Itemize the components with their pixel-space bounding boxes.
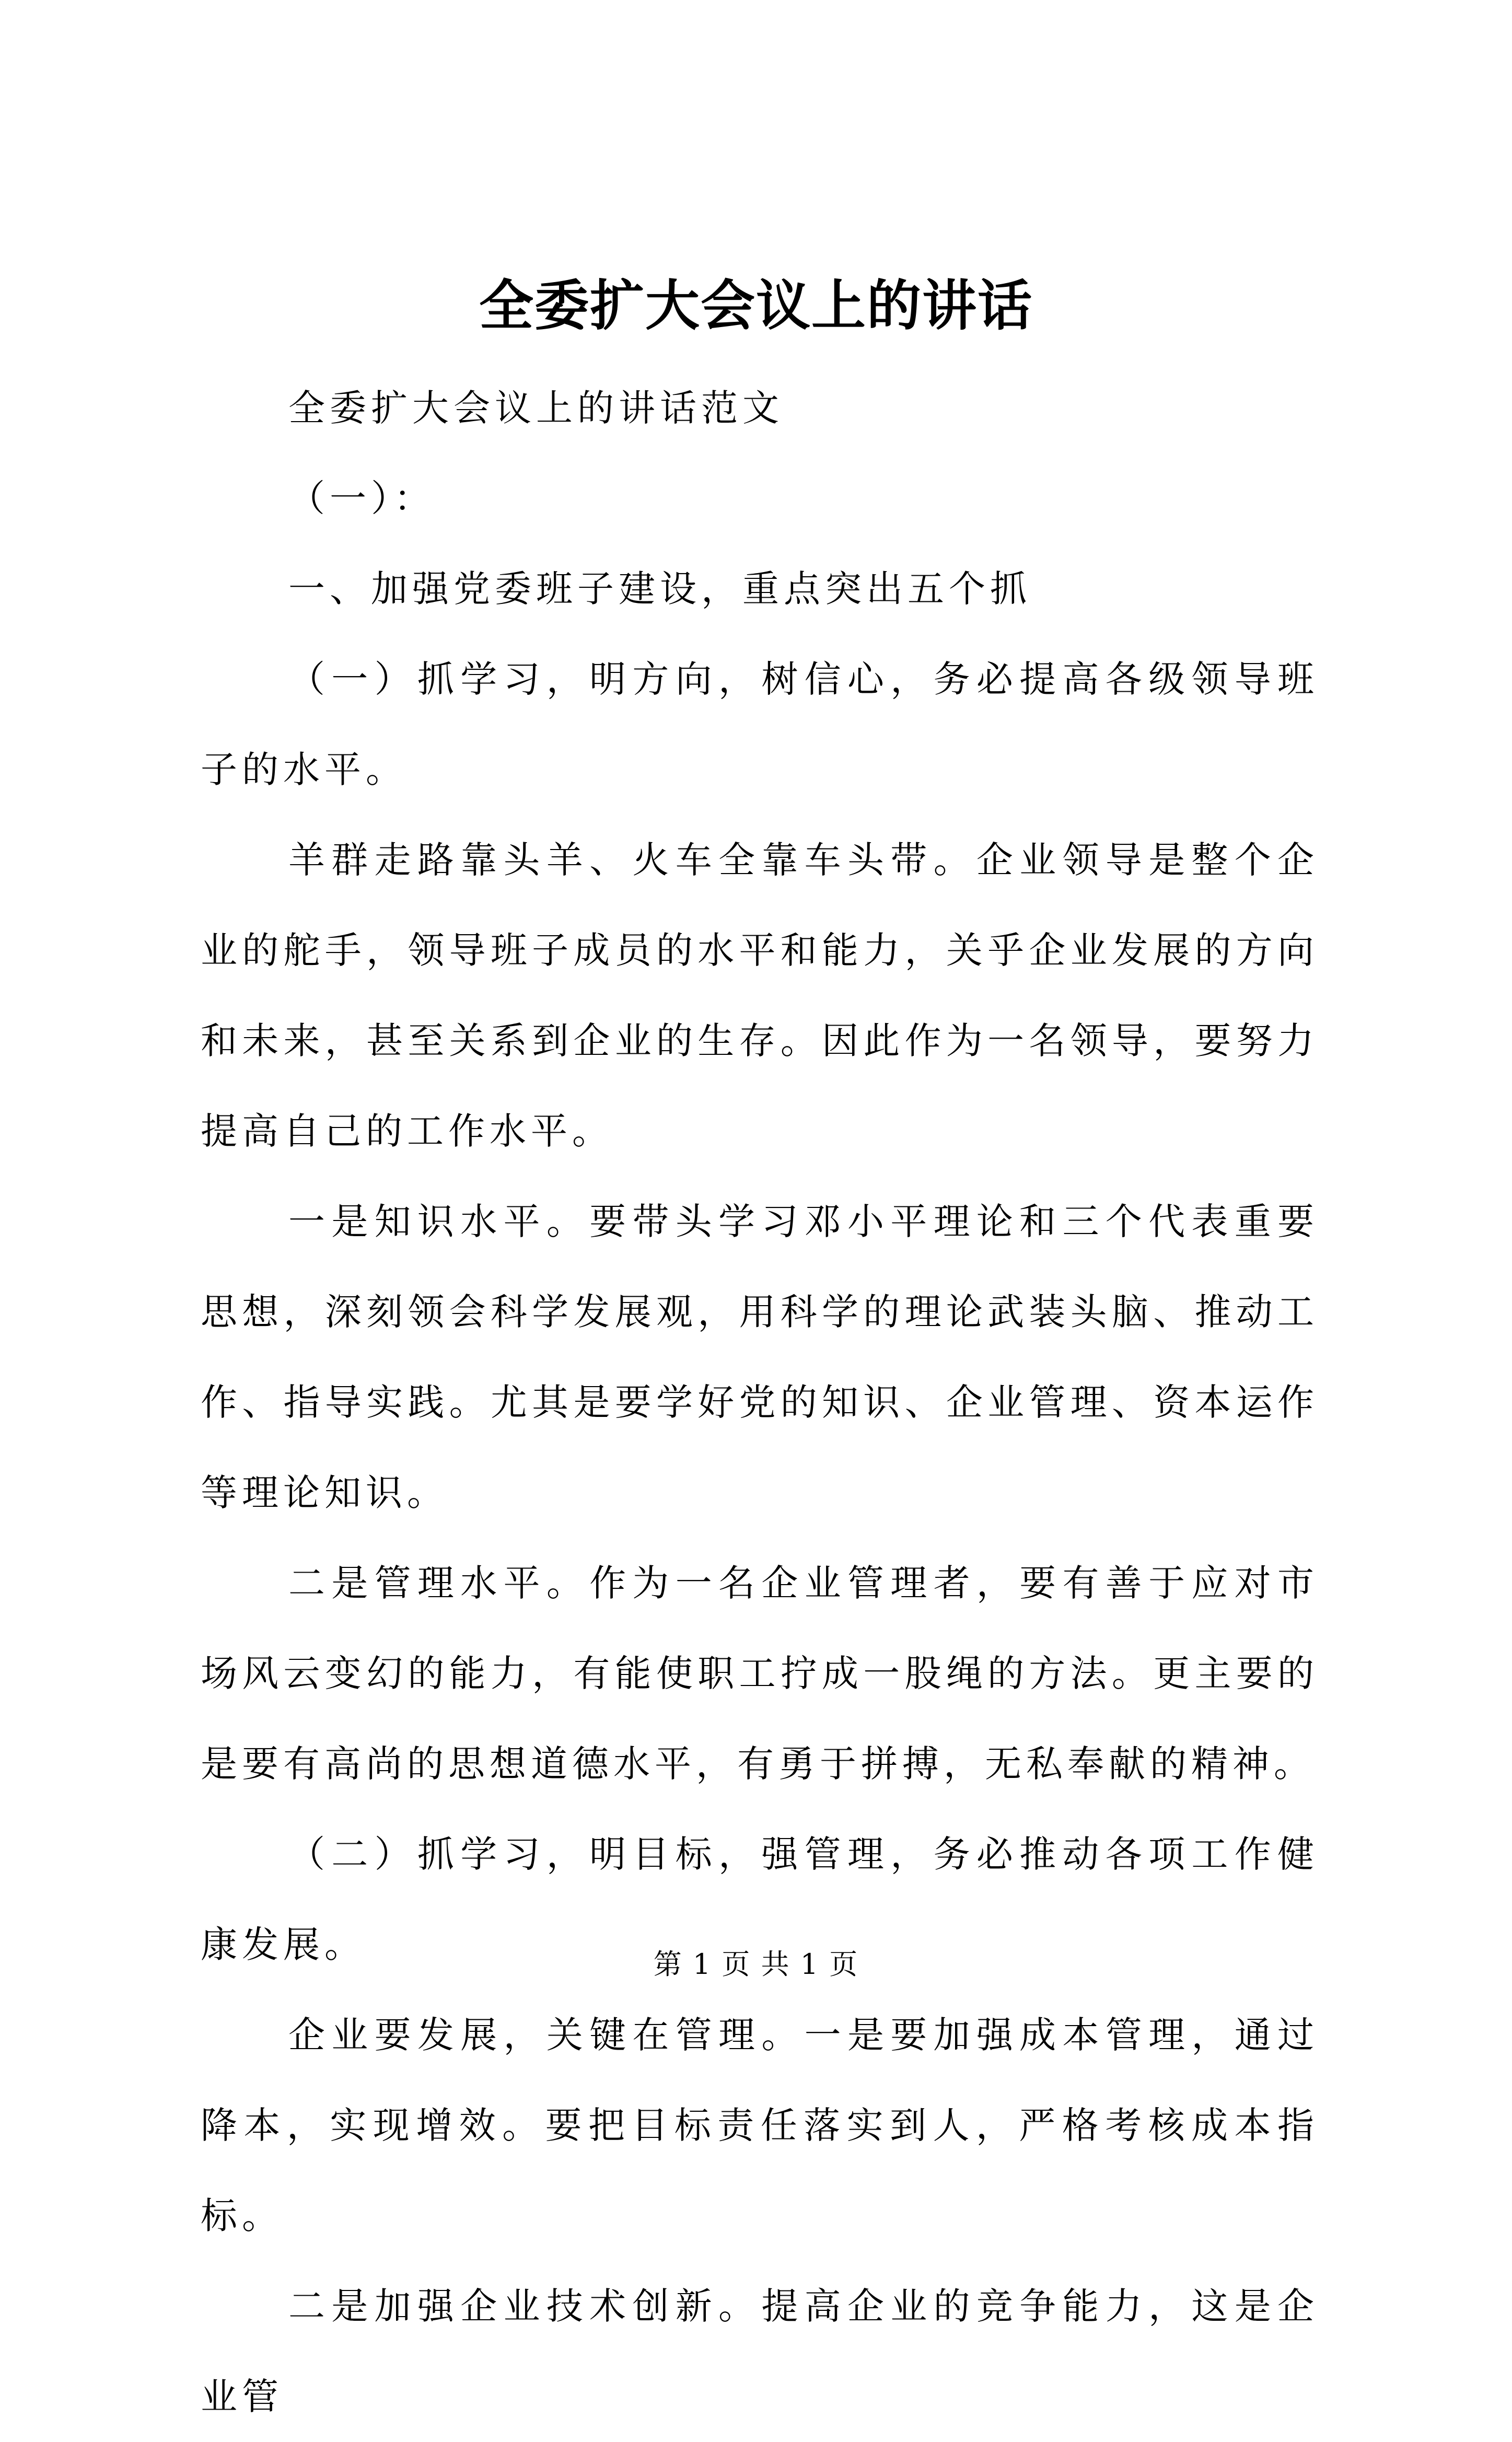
paragraph: 一、加强党委班子建设，重点突出五个抓 (288, 567, 1031, 610)
paragraph: 二是加强企业技术创新。提高企业的竞争能力，这是企业管 (201, 2285, 1319, 2418)
paragraph: 全委扩大会议上的讲话范文 (288, 387, 784, 429)
paragraph: 一是知识水平。要带头学习邓小平理论和三个代表重要思想，深刻领会科学发展观，用科学的理论武装头脑、推动工作、指导实践。尤其是要学好党的知识、企业管理、资本运作等理论知识。 (201, 1200, 1319, 1514)
paragraph: （二）抓学习，明目标，强管理，务必推动各项工作健康发展。 (201, 1833, 1319, 1966)
paragraph: 二是管理水平。作为一名企业管理者，要有善于应对市场风云变幻的能力，有能使职工拧成一股绳的方法。更主要的是要有高尚的思想道德水平，有勇于拼搏，无私奉献的精神。 (201, 1562, 1319, 1785)
paragraph: 企业要发展，关键在管理。一是要加强成本管理，通过降本，实现增效。要把目标责任落实到人，严格考核成本指标。 (201, 2014, 1319, 2237)
page-footer: 第 1 页 共 1 页 (653, 1948, 859, 1981)
document-body (201, 363, 1319, 2442)
paragraph: （一）： (288, 477, 435, 520)
paragraph: 羊群走路靠头羊、火车全靠车头带。企业领导是整个企业的舵手，领导班子成员的水平和能力，关乎企业发展的方向和未来，甚至关系到企业的生存。因此作为一名领导，要努力提高自己的工作水平。 (201, 839, 1319, 1153)
paragraph: （一）抓学习，明方向，树信心，务必提高各级领导班子的水平。 (201, 658, 1319, 791)
document-title: 全委扩大会议上的讲话 (479, 273, 1033, 338)
